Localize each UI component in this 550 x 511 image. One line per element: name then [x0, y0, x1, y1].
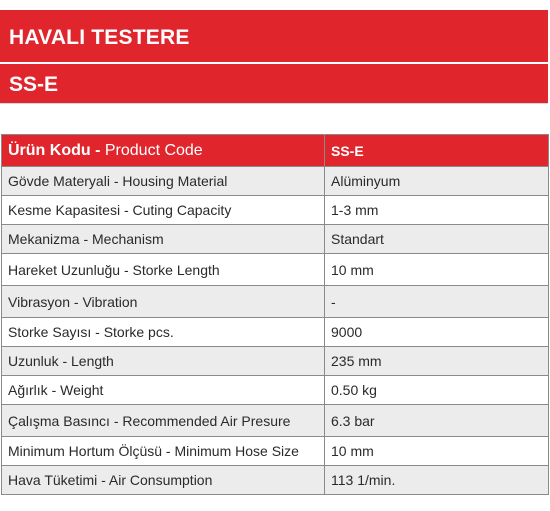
product-code-label-en: Product Code — [100, 141, 203, 159]
spec-value-hose-size: 10 mm — [325, 437, 549, 466]
header-divider — [0, 103, 548, 104]
spec-value-cutting-capacity: 1-3 mm — [325, 196, 549, 225]
spec-value-air-consumption: 113 1/min. — [325, 466, 549, 495]
spec-value-stroke-pcs: 9000 — [325, 318, 549, 347]
spec-value-mechanism: Standart — [325, 225, 549, 254]
spec-label-air-pressure: Çalışma Basıncı - Recommended Air Presure — [2, 405, 325, 437]
table-row — [2, 318, 549, 347]
spec-value-air-pressure: 6.3 bar — [325, 405, 549, 437]
table-row — [2, 376, 549, 405]
spec-label-stroke-length: Hareket Uzunluğu - Storke Length — [2, 254, 325, 286]
spec-value-stroke-length: 10 mm — [325, 254, 549, 286]
table-row — [2, 196, 549, 225]
spec-label-stroke-pcs: Storke Sayısı - Storke pcs. — [2, 318, 325, 347]
product-code-label-tr: Ürün Kodu - — [8, 141, 101, 159]
spec-table — [1, 134, 549, 495]
spec-label-air-consumption: Hava Tüketimi - Air Consumption — [2, 466, 325, 495]
spec-value-length: 235 mm — [325, 347, 549, 376]
table-row — [2, 347, 549, 376]
spec-label-hose-size: Minimum Hortum Ölçüsü - Minimum Hose Size — [2, 437, 325, 466]
page-title: HAVALI TESTERE — [0, 10, 548, 62]
table-row — [2, 225, 549, 254]
spec-value-weight: 0.50 kg — [325, 376, 549, 405]
spec-value-vibration: - — [325, 286, 549, 318]
spec-label-housing-material: Gövde Materyali - Housing Material — [2, 167, 325, 196]
spec-label-cutting-capacity: Kesme Kapasitesi - Cuting Capacity — [2, 196, 325, 225]
table-row — [2, 167, 549, 196]
product-code-label — [2, 135, 325, 167]
table-row — [2, 466, 549, 495]
product-code-value: SS-E — [325, 135, 549, 167]
table-row — [2, 405, 549, 437]
spec-label-vibration: Vibrasyon - Vibration — [2, 286, 325, 318]
table-row — [2, 286, 549, 318]
spec-label-weight: Ağırlık - Weight — [2, 376, 325, 405]
spec-value-housing-material: Alüminyum — [325, 167, 549, 196]
table-row — [2, 254, 549, 286]
spec-label-mechanism: Mekanizma - Mechanism — [2, 225, 325, 254]
model-heading: SS-E — [0, 64, 548, 104]
table-row — [2, 437, 549, 466]
spec-label-length: Uzunluk - Length — [2, 347, 325, 376]
spec-table-header — [2, 135, 549, 167]
